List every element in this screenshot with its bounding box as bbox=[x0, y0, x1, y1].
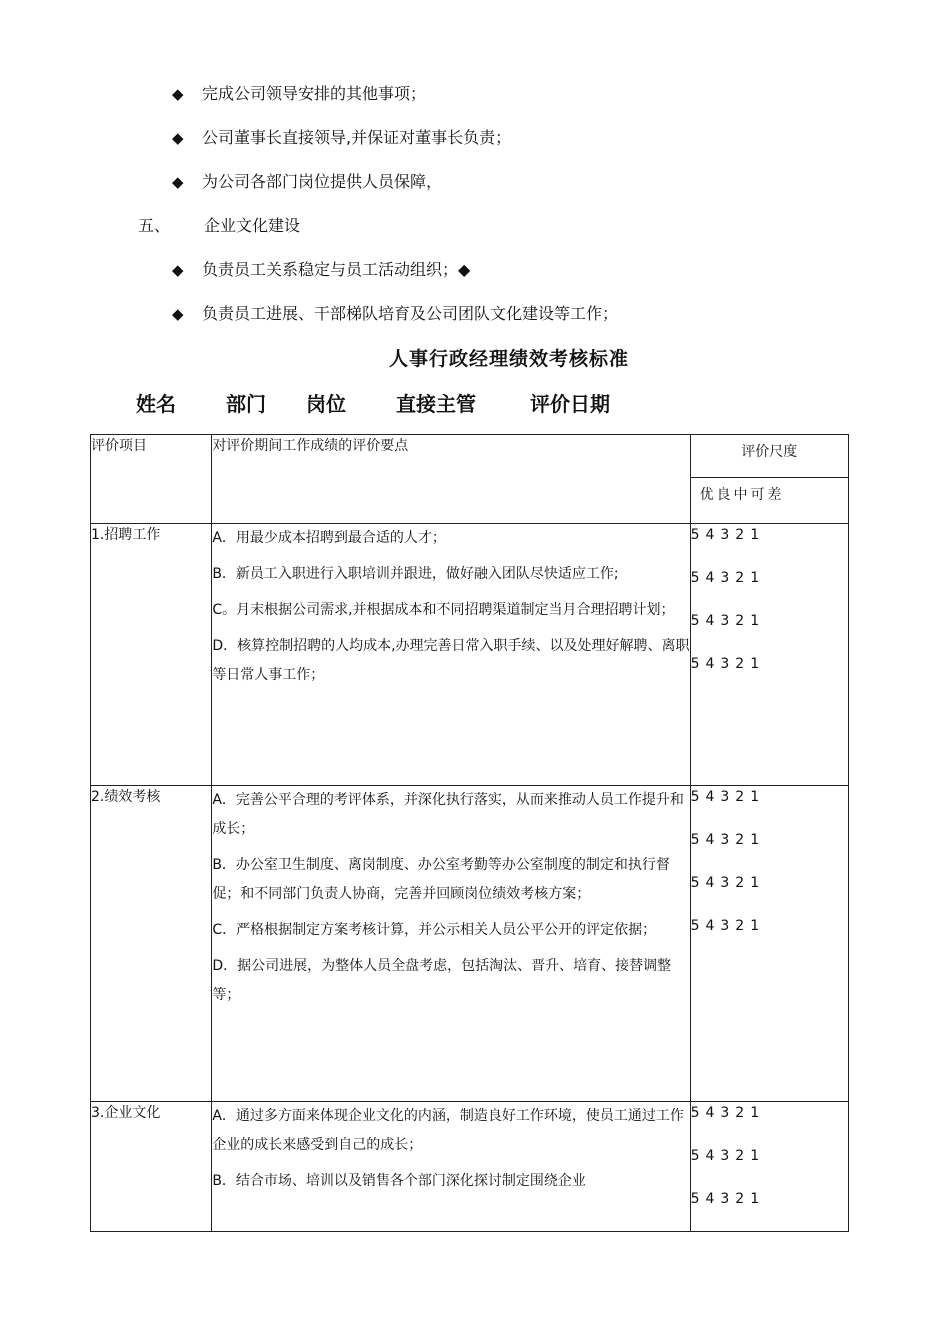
category-cell: 2.绩效考核 bbox=[91, 786, 212, 1102]
diamond-bullet-icon: ◆ bbox=[172, 305, 184, 323]
score-scale: 54321 bbox=[690, 1191, 766, 1207]
category-cell: 3.企业文化 bbox=[91, 1102, 212, 1232]
bullet-text: 公司董事长直接领导,并保证对董事长负责； bbox=[202, 128, 512, 147]
header-cell-item: 评价项目 bbox=[91, 435, 212, 524]
point-item: C。月末根据公司需求,并根据成本和不同招聘渠道制定当月合理招聘计划； bbox=[212, 602, 675, 618]
diamond-bullet-icon: ◆ bbox=[172, 261, 184, 279]
point-item: D．核算控制招聘的人均成本,办理完善日常入职手续、以及处理好解聘、离职等日常人事工作； bbox=[212, 638, 690, 683]
table-row bbox=[91, 1102, 849, 1232]
point-item: B．新员工入职进行入职培训并跟进，做好融入团队尽快适应工作; bbox=[212, 566, 619, 582]
field-position-label: 岗位 bbox=[306, 392, 346, 416]
header-cell-scale bbox=[690, 435, 848, 524]
bullet-text: 负责员工进展、干部梯队培育及公司团队文化建设等工作； bbox=[202, 304, 619, 323]
table-header-row bbox=[91, 435, 849, 524]
point-item: D．据公司进展，为整体人员全盘考虑，包括淘汰、晋升、培育、接替调整等； bbox=[212, 958, 672, 1003]
diamond-bullet-icon: ◆ bbox=[172, 173, 184, 191]
section-heading bbox=[138, 216, 300, 236]
bullet-item bbox=[172, 128, 511, 148]
scale-labels: 优良中可差 bbox=[699, 487, 785, 503]
point-item: A．通过多方面来体现企业文化的内涵，制造良好工作环境，使员工通过工作企业的成长来感受到自己的成长； bbox=[212, 1108, 684, 1153]
document-title: 人事行政经理绩效考核标准 bbox=[388, 348, 629, 370]
bullet-item bbox=[172, 304, 618, 324]
points-cell bbox=[212, 524, 690, 786]
score-scale: 54321 bbox=[690, 656, 766, 672]
table-row bbox=[91, 786, 849, 1102]
bullet-text: 完成公司领导安排的其他事项； bbox=[202, 84, 427, 103]
scale-title: 评价尺度 bbox=[691, 435, 848, 478]
scores-cell bbox=[690, 1102, 848, 1232]
score-scale: 54321 bbox=[690, 570, 766, 586]
bullet-item bbox=[172, 84, 426, 104]
point-item: C．严格根据制定方案考核计算，并公示相关人员公平公开的评定依据； bbox=[212, 922, 657, 938]
table-row bbox=[91, 524, 849, 786]
bullet-item bbox=[172, 172, 442, 192]
section-title: 企业文化建设 bbox=[204, 216, 301, 235]
evaluation-table bbox=[90, 434, 849, 1232]
score-scale: 54321 bbox=[690, 875, 766, 891]
point-item: B．办公室卫生制度、离岗制度、办公室考勤等办公室制度的制定和执行督促；和不同部门负责人协商，完善并回顾岗位绩效考核方案； bbox=[212, 857, 670, 902]
points-cell bbox=[212, 1102, 690, 1232]
diamond-bullet-icon: ◆ bbox=[172, 129, 184, 147]
score-scale: 54321 bbox=[690, 918, 766, 934]
section-number: 五、 bbox=[138, 216, 171, 235]
points-cell bbox=[212, 786, 690, 1102]
bullet-text: 为公司各部门岗位提供人员保障， bbox=[202, 172, 443, 191]
field-name-label: 姓名 bbox=[136, 392, 176, 416]
field-supervisor-label: 直接主管 bbox=[396, 392, 476, 416]
bullet-text: 负责员工关系稳定与员工活动组织；◆ bbox=[202, 260, 471, 279]
score-scale: 54321 bbox=[690, 789, 766, 805]
field-department-label: 部门 bbox=[226, 392, 266, 416]
score-scale: 54321 bbox=[690, 1148, 766, 1164]
header-cell-points: 对评价期间工作成绩的评价要点 bbox=[212, 435, 690, 524]
point-item: A．完善公平合理的考评体系，并深化执行落实，从而来推动人员工作提升和成长； bbox=[212, 792, 684, 837]
point-item: A．用最少成本招聘到最合适的人才； bbox=[212, 530, 446, 546]
scores-cell bbox=[690, 524, 848, 786]
field-eval-date-label: 评价日期 bbox=[530, 392, 610, 416]
score-scale: 54321 bbox=[690, 613, 766, 629]
score-scale: 54321 bbox=[690, 832, 766, 848]
score-scale: 54321 bbox=[690, 527, 766, 543]
diamond-bullet-icon: ◆ bbox=[172, 85, 184, 103]
point-item: B．结合市场、培训以及销售各个部门深化探讨制定围绕企业 bbox=[212, 1173, 586, 1189]
category-cell: 1.招聘工作 bbox=[91, 524, 212, 786]
bullet-item bbox=[172, 260, 470, 280]
score-scale: 54321 bbox=[690, 1105, 766, 1121]
scores-cell bbox=[690, 786, 848, 1102]
